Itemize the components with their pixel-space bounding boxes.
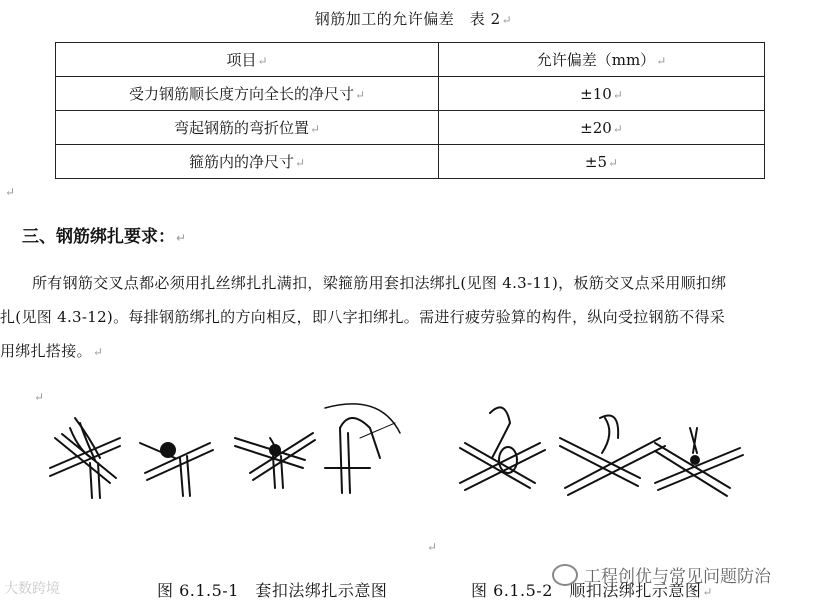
tie-figure-7 — [655, 428, 743, 496]
figure-caption-left: 图 6.1.5-1 套扣法绑扎示意图 — [157, 581, 388, 600]
deviation-table — [55, 42, 765, 179]
table-title-text: 钢筋加工的允许偏差 表 2 — [314, 10, 501, 28]
paragraph-line: 所有钢筋交叉点都必须用扎丝绑扎扎满扣，梁箍筋用套扣法绑扎(见图 4.3-11)，板筋交叉点采用顺扣绑 — [32, 274, 727, 292]
section-heading: 三、钢筋绑扎要求：↵ — [22, 227, 187, 247]
tie-figure-6 — [560, 416, 665, 496]
tie-figure-3 — [235, 433, 315, 488]
table-cell: ±10↵ — [439, 77, 765, 111]
tie-figure-1 — [50, 418, 120, 498]
watermark-left: 大数跨境 — [4, 581, 60, 597]
tie-figure-5 — [460, 407, 545, 490]
paragraph-line: 扎(见图 4.3-12)。每排钢筋绑扎的方向相反，即八字扣绑扎。需进行疲劳验算的构件，纵向受拉钢筋不得采 — [0, 308, 726, 326]
table-cell: 弯起钢筋的弯折位置↵ — [56, 111, 439, 145]
table-cell: 受力钢筋顺长度方向全长的净尺寸↵ — [56, 77, 439, 111]
paragraph-mark: ↵ — [34, 390, 45, 404]
paragraph-mark: ↵ — [427, 540, 438, 554]
rebar-tying-illustrations — [40, 398, 760, 508]
table-row — [56, 111, 765, 145]
table-cell: ±5↵ — [439, 145, 765, 179]
paragraph-line: 用绑扎搭接。↵ — [0, 342, 104, 360]
paragraph-mark: ↵ — [501, 13, 513, 27]
tie-figure-2 — [140, 443, 213, 496]
header-item: 项目↵ — [56, 43, 439, 77]
table-cell: 箍筋内的净尺寸↵ — [56, 145, 439, 179]
table-row — [56, 145, 765, 179]
table-cell: ±20↵ — [439, 111, 765, 145]
table-row — [56, 77, 765, 111]
header-deviation: 允许偏差（mm）↵ — [439, 43, 765, 77]
watermark-right-text: 工程创优与常见问题防治 — [584, 567, 771, 587]
table-header-row — [56, 43, 765, 77]
table-title — [0, 8, 827, 29]
watermark-right — [552, 562, 771, 587]
tie-figure-4 — [325, 404, 400, 493]
paragraph-mark: ↵ — [5, 185, 16, 199]
body-paragraph — [0, 266, 822, 369]
wechat-icon — [552, 564, 578, 586]
figure-caption-right: 图 6.1.5-2 顺扣法绑扎示意图↵ — [471, 581, 713, 600]
